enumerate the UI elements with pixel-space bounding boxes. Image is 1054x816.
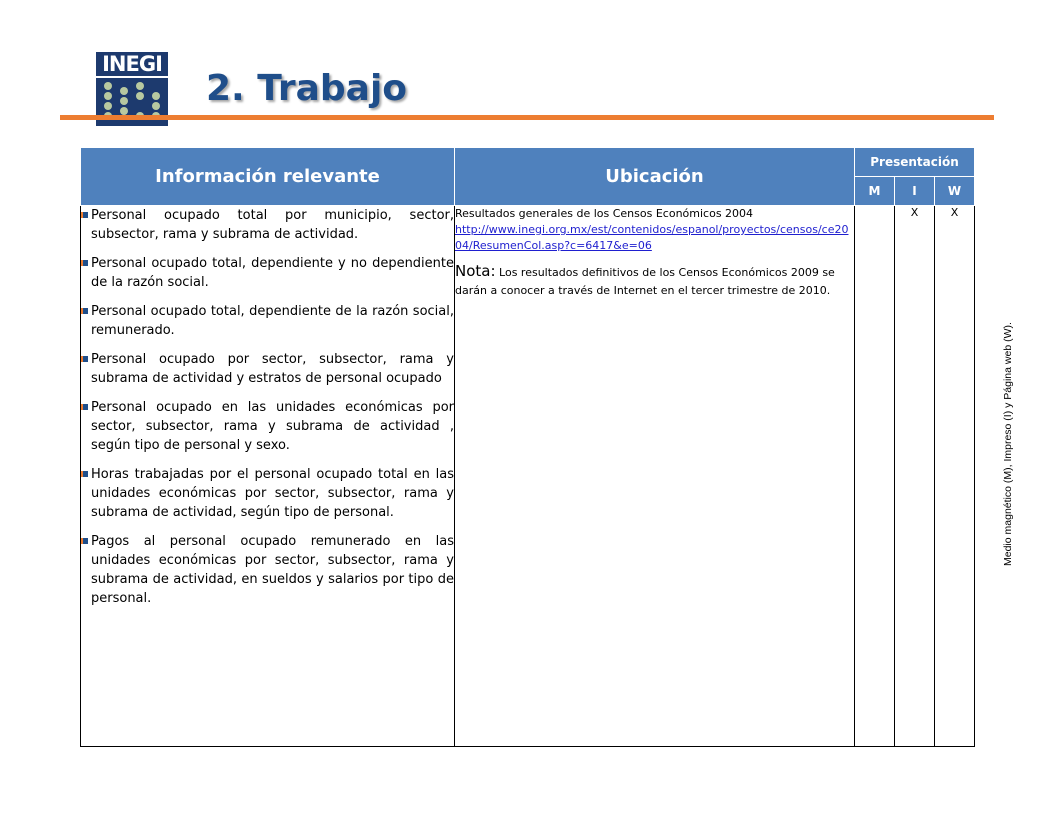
ubicacion-cell <box>455 206 855 747</box>
info-table <box>80 147 975 747</box>
nota-label: Nota: <box>455 262 496 280</box>
nota <box>455 262 854 300</box>
header-i: I <box>895 177 935 206</box>
list-item-text: Pagos al personal ocupado remunerado en las unidades económicas por sector, subsector, rama y subrama de actividad, en sueldos y salarios por tipo de personal. <box>91 534 454 606</box>
logo-text: INEGI <box>96 52 168 76</box>
list-item <box>81 398 454 455</box>
list-item <box>81 254 454 292</box>
list-item-text: Personal ocupado total por municipio, sector, subsector, rama y subrama de actividad. <box>91 208 454 242</box>
bullet-icon <box>81 404 88 410</box>
list-item <box>81 350 454 388</box>
list-item-text: Horas trabajadas por el personal ocupado total en las unidades económicas por sector, subsector, rama y subrama de actividad, según tipo de personal. <box>91 467 454 520</box>
list-item <box>81 532 454 608</box>
header-info: Información relevante <box>81 148 455 206</box>
list-item-text: Personal ocupado por sector, subsector, rama y subrama de actividad y estratos de personal ocupado <box>91 352 454 386</box>
bullet-icon <box>81 471 88 477</box>
nota-text: Los resultados definitivos de los Censos Económicos 2009 se darán a conocer a través de Internet en el tercer trimestre de 2010. <box>455 266 835 297</box>
list-item <box>81 465 454 522</box>
list-item-text: Personal ocupado total, dependiente y no dependiente de la razón social. <box>91 256 454 290</box>
bullet-icon <box>81 260 88 266</box>
bullet-icon <box>81 356 88 362</box>
title-divider <box>60 115 994 120</box>
header-m: M <box>855 177 895 206</box>
mark-i: X <box>895 206 935 747</box>
info-list <box>81 206 454 608</box>
list-item-text: Personal ocupado en las unidades económicas por sector, subsector, rama y subrama de actividad , según tipo de personal y sexo. <box>91 400 454 453</box>
slide-title: 2. Trabajo <box>206 68 408 109</box>
source-text: Resultados generales de los Censos Económicos 2004 <box>455 207 754 220</box>
header-w: W <box>935 177 975 206</box>
bullet-icon <box>81 538 88 544</box>
mark-w: X <box>935 206 975 747</box>
bullet-icon <box>81 212 88 218</box>
info-cell <box>81 206 455 747</box>
source-link[interactable]: http://www.inegi.org.mx/est/contenidos/espanol/proyectos/censos/ce2004/ResumenCol.asp?c=6417&e=06 <box>455 223 849 252</box>
list-item-text: Personal ocupado total, dependiente de la razón social, remunerado. <box>91 304 454 338</box>
bullet-icon <box>81 308 88 314</box>
header-ubicacion: Ubicación <box>455 148 855 206</box>
presentation-legend: Medio magnético (M), Impreso (I) y Página web (W). <box>1002 322 1014 566</box>
mark-m <box>855 206 895 747</box>
list-item <box>81 302 454 340</box>
header-presentacion: Presentación <box>855 148 975 177</box>
list-item <box>81 206 454 244</box>
